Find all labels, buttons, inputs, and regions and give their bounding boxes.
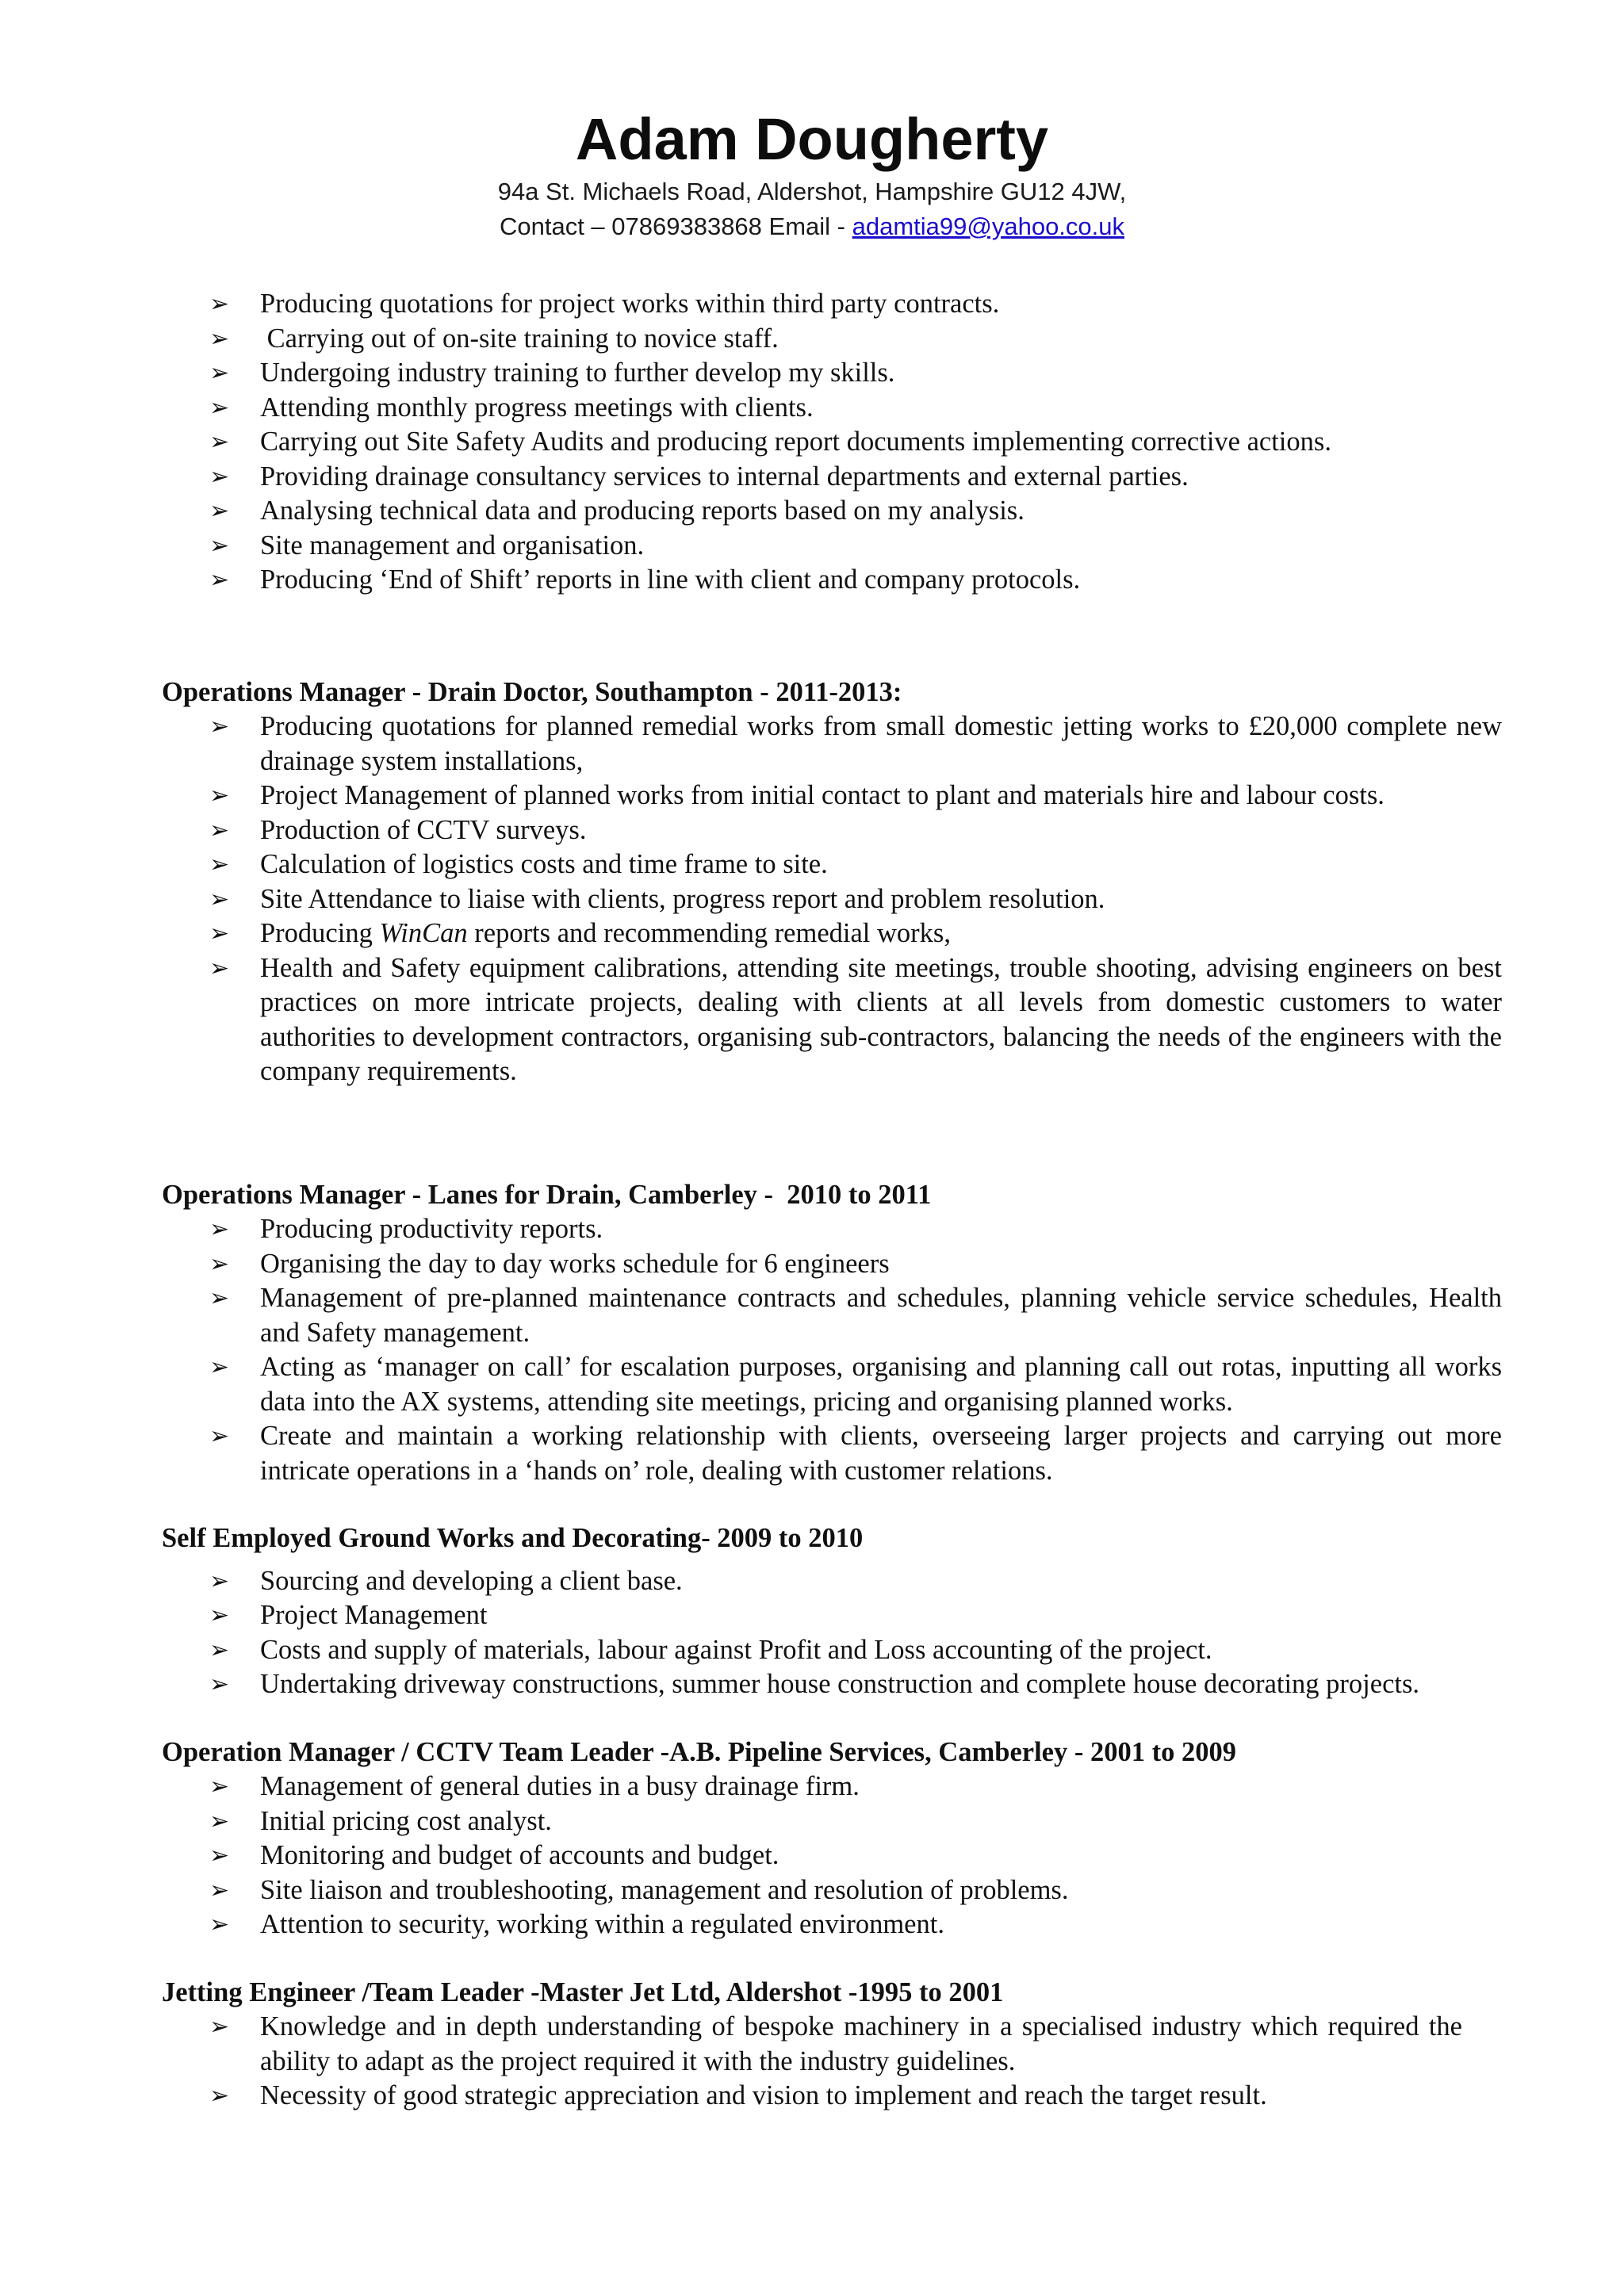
list-item: ➢ Site Attendance to liaise with clients, progress report and problem resolution.	[162, 882, 1502, 917]
job-title: Operations Manager - Drain Doctor, Southampton - 2011-2013:	[162, 676, 902, 707]
job-title: Operation Manager / CCTV Team Leader -A.B. Pipeline Services, Camberley - 2001 to 2009	[162, 1736, 1236, 1767]
list-item: ➢ Monitoring and budget of accounts and budget.	[162, 1839, 1502, 1873]
list-item: ➢ Attending monthly progress meetings with clients.	[162, 391, 1502, 426]
arrow-bullet-icon: ➢	[209, 531, 230, 560]
arrow-bullet-icon: ➢	[209, 428, 230, 456]
list-item: ➢ Analysing technical data and producing reports based on my analysis.	[162, 494, 1502, 529]
arrow-bullet-icon: ➢	[209, 1911, 230, 1938]
list-item: ➢ Calculation of logistics costs and time frame to site.	[162, 848, 1502, 882]
arrow-bullet-icon: ➢	[209, 1601, 230, 1629]
job-bullet-list	[162, 710, 1502, 1089]
list-item: ➢ Costs and supply of materials, labour against Profit and Loss accounting of the project.	[162, 1633, 1502, 1668]
arrow-bullet-icon: ➢	[209, 1876, 230, 1904]
list-item: ➢ Project Management of planned works from initial contact to plant and materials hire and labour costs.	[162, 779, 1502, 813]
list-item: ➢ Necessity of good strategic appreciation and vision to implement and reach the target result.	[162, 2079, 1462, 2114]
arrow-bullet-icon: ➢	[209, 359, 230, 387]
arrow-bullet-icon: ➢	[209, 885, 230, 913]
arrow-bullet-icon: ➢	[209, 954, 230, 982]
list-item: ➢ Management of general duties in a busy drainage firm.	[162, 1770, 1502, 1804]
job-bullet-list	[162, 1770, 1502, 1942]
address-line: 94a St. Michaels Road, Aldershot, Hampshire GU12 4JW,	[497, 178, 1127, 205]
list-item: ➢ Create and maintain a working relationship with clients, overseeing larger projects and carrying out more intricate operations in a ‘hands on’ role, dealing with customer relations.	[209, 1421, 1502, 1486]
list-item: ➢ Initial pricing cost analyst.	[162, 1804, 1502, 1839]
job-self-employed	[162, 1521, 1502, 1702]
arrow-bullet-icon: ➢	[209, 713, 230, 740]
list-item: ➢ Carrying out Site Safety Audits and producing report documents implementing corrective actions.	[162, 425, 1502, 460]
job-ab-pipeline	[162, 1735, 1502, 1942]
arrow-bullet-icon: ➢	[209, 851, 230, 878]
list-item: ➢ Site management and organisation.	[162, 529, 1502, 564]
arrow-bullet-icon: ➢	[209, 2013, 230, 2041]
arrow-bullet-icon: ➢	[209, 324, 230, 353]
candidate-name: Adam Dougherty	[575, 106, 1049, 172]
list-item: ➢ Producing WinCan reports and recommending remedial works,	[162, 916, 1502, 951]
list-item: ➢ Project Management	[162, 1598, 1502, 1633]
list-item: ➢ Knowledge and in depth understanding of bespoke machinery in a specialised industry which required the ability to adapt as the project required it with the industry guidelines.	[209, 2011, 1462, 2076]
arrow-bullet-icon: ➢	[209, 1773, 230, 1800]
list-item: ➢ Producing quotations for project works within third party contracts.	[162, 287, 1502, 322]
list-item: ➢ Production of CCTV surveys.	[162, 813, 1502, 848]
job-drain-doctor	[162, 675, 1502, 1089]
arrow-bullet-icon: ➢	[209, 1353, 230, 1381]
contact-prefix: Contact – 07869383868 Email -	[499, 212, 852, 240]
arrow-bullet-icon: ➢	[209, 1636, 230, 1664]
arrow-bullet-icon: ➢	[209, 1670, 230, 1698]
job-bullet-list	[162, 1212, 1502, 1488]
cv-header	[0, 0, 1624, 244]
intro-bullet-list	[162, 287, 1502, 598]
list-item: ➢ Management of pre-planned maintenance contracts and schedules, planning vehicle service schedules, Health and Safety management.	[209, 1283, 1502, 1348]
list-item: ➢ Providing drainage consultancy services to internal departments and external parties.	[162, 460, 1502, 495]
list-item: ➢ Site liaison and troubleshooting, management and resolution of problems.	[162, 1873, 1502, 1908]
job-title: Self Employed Ground Works and Decorating- 2009 to 2010	[162, 1523, 864, 1553]
arrow-bullet-icon: ➢	[209, 1249, 230, 1278]
job-title: Operations Manager - Lanes for Drain, Camberley - 2010 to 2011	[162, 1179, 932, 1210]
job-master-jet	[162, 1976, 1502, 2114]
arrow-bullet-icon: ➢	[209, 782, 230, 809]
job-lanes-for-drain	[162, 1178, 1502, 1489]
wincan-term: WinCan	[379, 918, 468, 948]
job-title: Jetting Engineer /Team Leader -Master Jet Ltd, Aldershot -1995 to 2001	[162, 1976, 1004, 2007]
list-item: ➢ Organising the day to day works schedule for 6 engineers	[162, 1247, 1502, 1282]
arrow-bullet-icon: ➢	[209, 1807, 230, 1835]
arrow-bullet-icon: ➢	[209, 462, 230, 491]
email-link[interactable]: adamtia99@yahoo.co.uk	[852, 212, 1125, 240]
list-item: ➢ Attention to security, working within a regulated environment.	[162, 1908, 1502, 1942]
arrow-bullet-icon: ➢	[209, 2082, 230, 2110]
list-item: ➢ Carrying out of on-site training to novice staff.	[162, 322, 1502, 357]
cv-content	[162, 287, 1502, 2114]
list-item: ➢ Sourcing and developing a client base.	[162, 1564, 1502, 1599]
arrow-bullet-icon: ➢	[209, 497, 230, 525]
arrow-bullet-icon: ➢	[209, 1422, 230, 1450]
arrow-bullet-icon: ➢	[209, 566, 230, 594]
list-item: ➢ Undergoing industry training to further develop my skills.	[162, 356, 1502, 391]
arrow-bullet-icon: ➢	[209, 816, 230, 844]
arrow-bullet-icon: ➢	[209, 920, 230, 947]
list-item: ➢ Producing ‘End of Shift’ reports in line with client and company protocols.	[162, 563, 1502, 598]
job-bullet-list	[162, 2010, 1462, 2114]
arrow-bullet-icon: ➢	[209, 1215, 230, 1243]
job-bullet-list	[162, 1564, 1502, 1702]
arrow-bullet-icon: ➢	[209, 1842, 230, 1869]
contact-line	[0, 209, 1624, 244]
arrow-bullet-icon: ➢	[209, 290, 230, 318]
list-item: ➢ Undertaking driveway constructions, summer house construction and complete house decorating projects.	[162, 1667, 1502, 1702]
arrow-bullet-icon: ➢	[209, 1284, 230, 1312]
list-item: ➢ Producing quotations for planned remedial works from small domestic jetting works to £20,000 complete new drainage system installations,	[209, 711, 1502, 776]
list-item: ➢ Health and Safety equipment calibrations, attending site meetings, trouble shooting, advising engineers on best practices on more intricate projects, dealing with clients at all levels from domestic customers to water authorities to development contractors, organising sub-contractors, balancing the needs of the engineers with the company requirements.	[209, 952, 1502, 1086]
arrow-bullet-icon: ➢	[209, 393, 230, 422]
list-item: ➢ Producing productivity reports.	[162, 1212, 1502, 1247]
list-item: ➢ Acting as ‘manager on call’ for escalation purposes, organising and planning call out rotas, inputting all works data into the AX systems, attending site meetings, pricing and organising planned works.	[209, 1352, 1502, 1417]
arrow-bullet-icon: ➢	[209, 1567, 230, 1595]
